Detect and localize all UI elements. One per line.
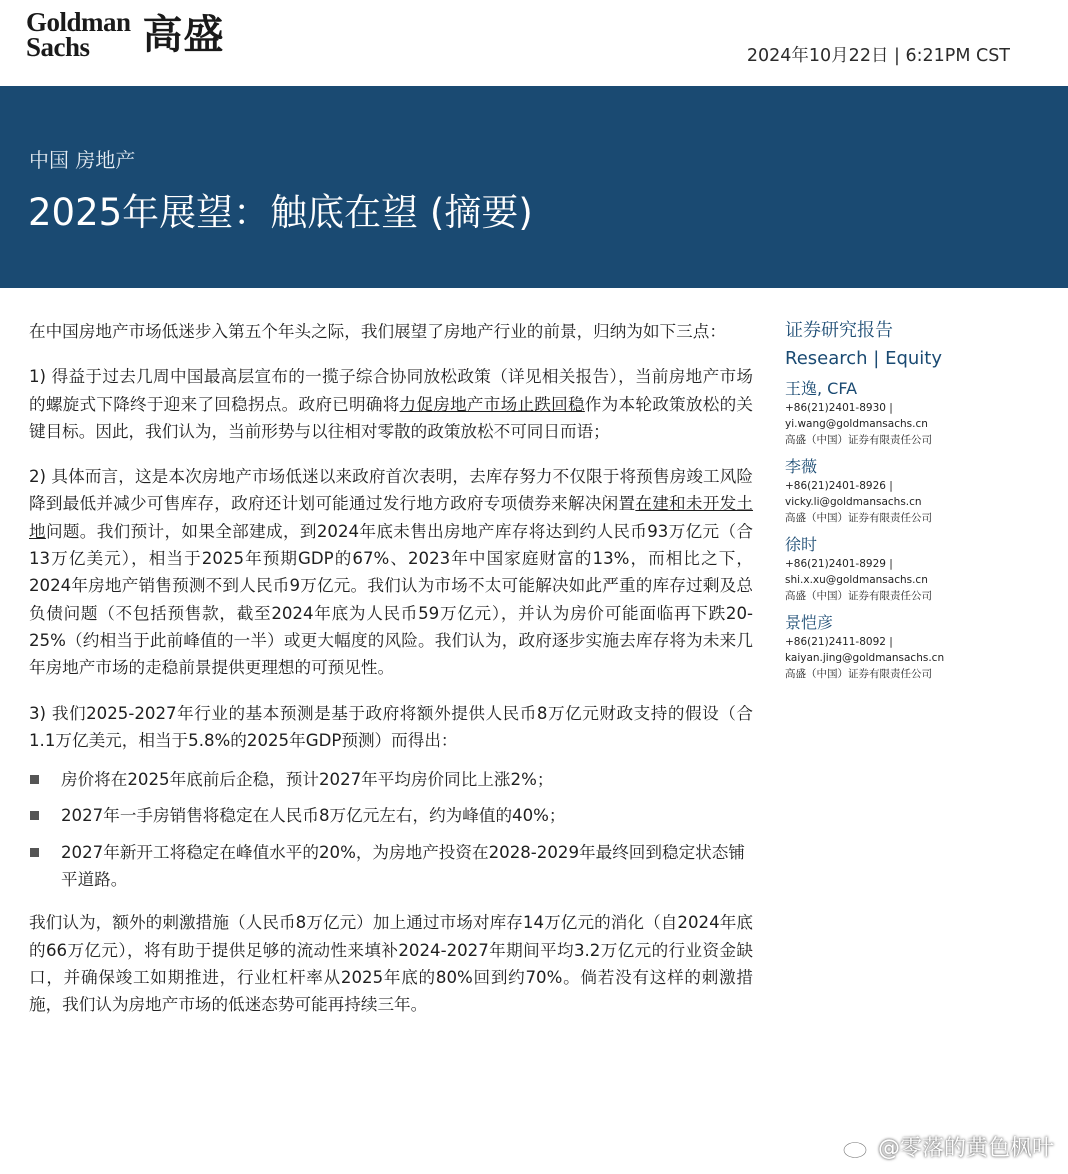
intro-paragraph: 在中国房地产市场低迷步入第五个年头之际，我们展望了房地产行业的前景，归纳为如下三点： bbox=[29, 322, 726, 341]
point-1-paragraph bbox=[29, 363, 753, 445]
point-2-text-a: 2) 具体而言，这是本次房地产市场低迷以来政府首次表明，去库存努力不仅限于将预售房竣工风险降到最低并减少可售库存，政府还计划可能通过发行地方政府专项债券来解决闲置 bbox=[29, 467, 753, 514]
analyst-name: 景恺彦 bbox=[785, 613, 834, 632]
bullet-square-icon bbox=[30, 811, 39, 820]
report-type-cn: 证券研究报告 bbox=[785, 320, 893, 341]
bullet-item bbox=[29, 839, 753, 894]
analyst-company: 高盛（中国）证券有限责任公司 bbox=[785, 512, 932, 524]
report-type-en: Research | Equity bbox=[785, 348, 942, 369]
analyst-card bbox=[785, 534, 1045, 604]
report-category: 中国 房地产 bbox=[29, 148, 136, 172]
analyst-sidebar bbox=[785, 318, 1045, 690]
report-title: 2025年展望：触底在望 (摘要) bbox=[28, 191, 533, 234]
analyst-company: 高盛（中国）证券有限责任公司 bbox=[785, 434, 932, 446]
analyst-phone: +86(21)2401-8929 | bbox=[785, 558, 893, 570]
logo-line-1: Goldman bbox=[26, 7, 131, 37]
logo-english bbox=[26, 7, 131, 62]
bullet-square-icon bbox=[30, 775, 39, 784]
analyst-email[interactable]: yi.wang@goldmansachs.cn bbox=[785, 418, 928, 430]
bullet-item bbox=[29, 802, 753, 829]
analyst-name: 徐时 bbox=[785, 535, 818, 554]
report-body bbox=[29, 318, 753, 1037]
forecast-bullets bbox=[29, 766, 753, 893]
point-3-paragraph: 3) 我们2025-2027年行业的基本预测是基于政府将额外提供人民币8万亿元财政支持的假设（合1.1万亿美元，相当于5.8%的2025年GDP预测）而得出： bbox=[29, 703, 753, 750]
report-date: 2024年10月22日 | 6:21PM CST bbox=[746, 46, 1010, 66]
logo-chinese: 高盛 bbox=[142, 11, 225, 58]
point-2-link[interactable]: 在建和未开发土地 bbox=[29, 494, 754, 541]
analyst-email[interactable]: vicky.li@goldmansachs.cn bbox=[785, 496, 922, 508]
analyst-name: 李薇 bbox=[785, 457, 818, 476]
weibo-watermark bbox=[842, 1131, 1054, 1162]
bullet-square-icon bbox=[30, 848, 39, 857]
bullet-item bbox=[29, 766, 753, 793]
point-1-link[interactable]: 力促房地产市场止跌回稳 bbox=[399, 394, 585, 414]
analyst-company: 高盛（中国）证券有限责任公司 bbox=[785, 668, 932, 680]
analyst-phone: +86(21)2401-8926 | bbox=[785, 480, 893, 492]
point-1-text-a: 1) 得益于过去几周中国最高层宣布的一揽子综合协同放松政策（详见相关报告），当前房地产市场的螺旋式下降终于迎来了回稳拐点。政府已明确将 bbox=[29, 367, 753, 414]
analyst-card bbox=[785, 612, 1045, 682]
analyst-card bbox=[785, 378, 1045, 448]
analyst-email[interactable]: shi.x.xu@goldmansachs.cn bbox=[785, 574, 928, 586]
logo-line-2: Sachs bbox=[26, 32, 90, 62]
goldman-sachs-logo bbox=[26, 7, 225, 62]
analyst-company: 高盛（中国）证券有限责任公司 bbox=[785, 590, 932, 602]
title-banner bbox=[0, 86, 1068, 288]
bullet-text: 房价将在2025年底前后企稳，预计2027年平均房价同比上涨2%； bbox=[61, 770, 554, 790]
analyst-card bbox=[785, 456, 1045, 526]
analyst-phone: +86(21)2411-8092 | bbox=[785, 636, 893, 648]
point-2-text-b: 问题。我们预计，如果全部建成，到2024年底未售出房地产库存将达到约人民币93万亿元（合13万亿美元），相当于2025年预期GDP的67%、2023年中国家庭财富的13%，而相比之下，2024年房地产销售预测不到人民币9万亿元。我们认为市场不太可能解决如此严重的库存过剩及总负债问题（不包括预售款，截至2024年底为人民币59万亿元），并认为房价可能面临再下跌20-25%（约相当于此前峰值的一半）或更大幅度的风险。我们认为，政府逐步实施去库存将为未来几年房地产市场的走稳前景提供更理想的可预见性。 bbox=[29, 521, 754, 678]
analyst-phone: +86(21)2401-8930 | bbox=[785, 402, 893, 414]
watermark-text: @零落的黄色枫叶 bbox=[877, 1136, 1054, 1161]
weibo-icon bbox=[842, 1135, 872, 1159]
conclusion-paragraph: 我们认为，额外的刺激措施（人民币8万亿元）加上通过市场对库存14万亿元的消化（自2024年底的66万亿元），将有助于提供足够的流动性来填补2024-2027年期间平均3.2万亿元的行业资金缺口，并确保竣工如期推进，行业杠杆率从2025年底的80%回到约70%。倘若没有这样的刺激措施，我们认为房地产市场的低迷态势可能再持续三年。 bbox=[29, 913, 753, 1015]
point-1-text-b: 作为本轮政策放松的关键目标。因此，我们认为，当前形势与以往相对零散的政策放松不可同日而语； bbox=[29, 394, 754, 441]
bullet-text: 2027年新开工将稳定在峰值水平的20%，为房地产投资在2028-2029年最终回到稳定状态铺平道路。 bbox=[61, 842, 745, 890]
analyst-email[interactable]: kaiyan.jing@goldmansachs.cn bbox=[785, 652, 945, 664]
point-2-paragraph bbox=[29, 463, 753, 681]
analyst-name: 王逸, CFA bbox=[785, 379, 858, 398]
bullet-text: 2027年一手房销售将稳定在人民币8万亿元左右，约为峰值的40%； bbox=[61, 806, 566, 826]
